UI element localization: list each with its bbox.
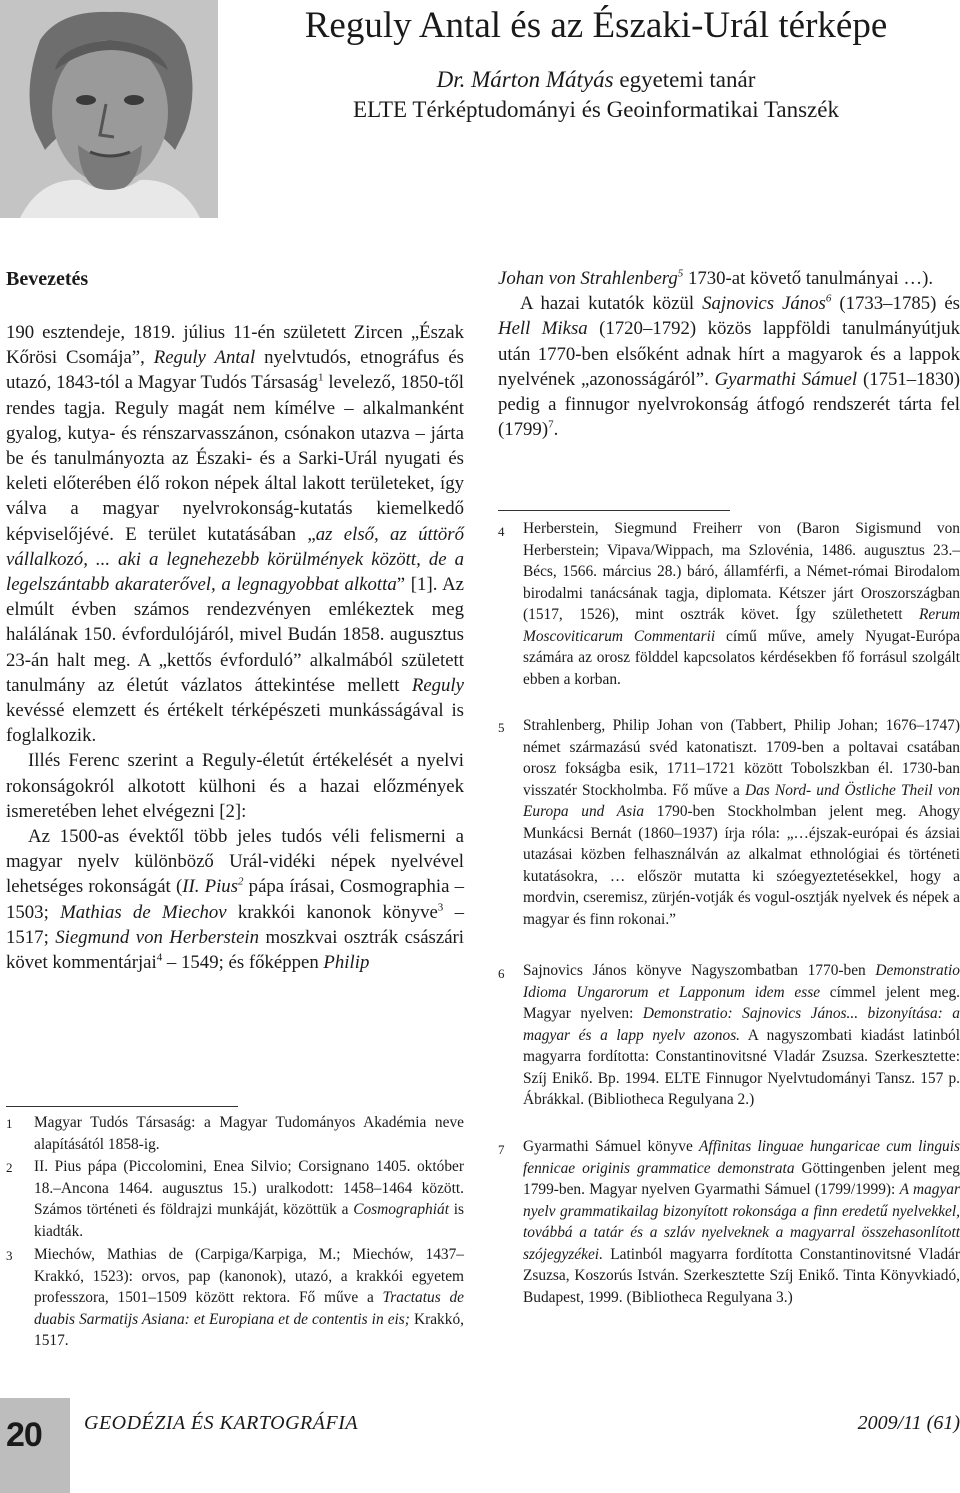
left-paragraph-2: Illés Ferenc szerint a Reguly-életút értékelését a nyelvi rokonságokról alkotott külhoni és a hazai előzmények ismeretében lehet elvégezni [2]: (6, 750, 464, 822)
text-run-italic: Philip (323, 952, 370, 974)
issue-number: 2009/11 (61) (857, 1412, 960, 1434)
text-run: kevéssé elemzett és értékelt térképészeti munkásságával is foglalkozik. (6, 700, 464, 747)
page-number-box (0, 1398, 70, 1493)
author-line (236, 66, 956, 94)
text-run: címmel jelent meg. Magyar nyelven: (523, 983, 960, 1022)
text-run: II. Pius pápa (Piccolomini, Enea Silvio; Corsignano 1405. október 18.–Ancona 1464. augusztus 15.) uralkodott: 1458–1464 között. Számos történeti és földrajzi munkáját, közöttük a (34, 1158, 464, 1218)
text-run-italic: Cosmographiát (353, 1201, 449, 1218)
footnote-number-7: 7 (498, 1142, 505, 1157)
author-role: egyetemi tanár (613, 67, 756, 92)
right-paragraph-1 (498, 266, 960, 291)
text-run-italic: II. Pius (182, 876, 238, 898)
text-run-italic: A magyar nyelv grammatikailag bizonyított rokonsága a finn eredetű nyelvekkel, továbbá a tatár és a szláv nyelveknek a magyarral összehasonlított szójegyzékei. (523, 1181, 960, 1263)
right-column (498, 266, 960, 442)
author-portrait-photo (0, 0, 218, 218)
text-run: 1790-ben Stockholmban jelent meg. Ahogy Munkácsi Bernát (1860–1937) írja róla: „…éjszak-európai és ázsiai utazásai közben felhasználván az alkalmat ethnológiai és történeti kutatásokra, … először mutatta ki szóegyeztetésekkel, hogy a mordvin, cseremisz, zürjén-votják és vogul-osztják nyelvek és népek a magyar és finn rokonai.” (523, 803, 960, 928)
text-run: moszkvai osztrák császári követ kommentárjai (6, 926, 465, 974)
text-run: levelező, 1850-től rendes tagja. Reguly magát nem kímélve – alkalmanként gyalog, kutya- és rénszarvasszánon, csónakon utazva – járta be és tanulmányozta az Északi- és a Sarki-Urál nyugati és keleti előterében élő rokon népek által lakott területeket, így válva a magyar nyelvrokonság-kutatás kiemelkedő képviselőjévé. E terület kutatásában „ (6, 372, 464, 545)
footnote-2 (34, 1156, 464, 1242)
footnote-3 (34, 1244, 464, 1352)
text-run: – 1517; (6, 901, 464, 948)
footnote-ref-5: 5 (677, 267, 684, 280)
text-run: Herberstein, Siegmund Freiherr von (Baron Sigismund von Herberstein; Vipava/Wippach, ma Szlovénia, 1486. augusztus 23.–Bécs, 1566. március 28.) báró, államférfi, a Német-római Birodalom birodalmi tanácsának tagja, diplomata. Kétszer járt Oroszországban (1517, 1526), mint osztrák követ. Így születhetett (523, 520, 960, 623)
footnote-ref-4: 4 (156, 951, 163, 964)
footnote-ref-7: 7 (548, 418, 554, 431)
footnote-ref-6: 6 (825, 292, 832, 305)
left-paragraph-3 (6, 824, 464, 975)
text-run-italic: Siegmund von Herberstein (55, 926, 260, 948)
text-run: ” [1]. Az elmúlt évben számos rendezvényen emlékeztek meg halálának 150. évfordulójáról, mivel Budán 1858. augusztus 23-án halt meg. A „kettős évforduló” alkalmából született tanulmány az életút vázlatos áttekintése mellett (6, 574, 465, 696)
text-run-italic: Mathias de Miechov (60, 901, 227, 923)
right-paragraph-2 (498, 291, 960, 442)
footnote-number-5: 5 (498, 720, 505, 735)
text-run-italic: Demonstratio Idioma Ungarorum et Lapponum idem esse (523, 962, 960, 1001)
footnote-4 (523, 518, 960, 690)
text-run: (1751–1830) pedig a finnugor nyelvrokonság átfogó rendszerét tárta fel (1799) (498, 368, 960, 441)
author-department: ELTE Térképtudományi és Geoinformatikai Tanszék (353, 97, 839, 122)
text-run: A nagyszombati kiadást latinból magyarra fordította: Constantinovitsné Vladár Zsuzsa. Szerkesztette: Szíj Enikő. Bp. 1994. ELTE Finnugor Nyelvtudományi Tansz. 157 p. Ábrákkal. (Bibliotheca Regulyana 2.) (523, 1026, 960, 1108)
text-run: 190 esztendeje, 1819. július 11-én született Zircen „Észak Kőrösi Csomája”, (6, 322, 464, 369)
text-run: – 1549; és főképpen (162, 952, 324, 974)
text-run: Göttingenben jelent meg 1799-ben. Magyar nyelven Gyarmathi Sámuel (1799/1999): (523, 1159, 960, 1198)
text-run: Az 1500-as évektől több jeles tudós véli felismerni a magyar nyelv különböző Urál-vidéki népek nyelvével lehetséges rokonságát ( (6, 826, 464, 898)
left-paragraph-1 (6, 320, 464, 748)
text-run-italic: Gyarmathi Sámuel (714, 368, 858, 390)
text-run-italic: Tractatus de duabis Sarmatijs Asiana: et Europiana et de contentis in eis; (34, 1289, 464, 1328)
text-run-italic: Reguly (411, 674, 464, 696)
footnote-5 (523, 715, 960, 930)
text-run-italic: Demonstratio: Sajnovics János... bizonyítása: a magyar és a lapp nyelv azonos. (523, 1005, 960, 1044)
section-heading: Bevezetés (6, 268, 89, 290)
journal-name: GEODÉZIA ÉS KARTOGRÁFIA (84, 1412, 359, 1434)
text-run: pápa írásai, Cosmographia – 1503; (6, 876, 464, 923)
footnote-number-6: 6 (498, 966, 505, 981)
footnote-6 (523, 960, 960, 1111)
footnote-number-1: 1 (6, 1116, 13, 1131)
text-run-italic: Sajnovics János (702, 293, 826, 315)
text-run: (1733–1785) és (831, 293, 960, 315)
text-run: krakkói kanonok könyve (226, 901, 438, 923)
text-run: . (553, 419, 559, 441)
author-name: Dr. Márton Mátyás (436, 67, 614, 92)
text-run: Gyarmathi Sámuel könyve (523, 1138, 700, 1155)
text-run: (1720–1792) közös lappföldi tanulmányútjuk után 1770-ben elsőként adnak hírt a magyarok és a lappok nyelvének „azonosságáról”. (498, 318, 960, 390)
text-run-italic: Affinitas linguae hungaricae cum linguis fennicae originis grammatice demonstrata (523, 1138, 960, 1177)
text-run: Miechów, Mathias de (Carpiga/Karpiga, M.; Miechów, 1437–Krakkó, 1523): orvos, pap (kanonok), utazó, a krakkói egyetem professzora, 1501–1509 között rektora. Fő műve a (34, 1246, 464, 1306)
footnote-rule-right (498, 510, 730, 511)
footnote-number-4: 4 (498, 524, 505, 539)
page-number: 20 (6, 1416, 42, 1454)
text-run: Sajnovics János könyve Nagyszombatban 1770-ben (523, 962, 876, 979)
footnote-1: Magyar Tudós Társaság: a Magyar Tudományos Akadémia neve alapításától 1858-ig. (34, 1114, 464, 1153)
text-run: 1730-at követő tanulmányai …). (683, 268, 934, 289)
text-run: című műve, amely Nyugat-Európa számára az orosz földdel kapcsolatos kérdésekben fő forrásul szolgált ebben a korban. (523, 627, 960, 688)
text-run: Strahlenberg, Philip Johan von (Tabbert, Philip Johan; 1676–1747) német származású svéd katonatiszt. 1709-ben a poltavai csatában orosz fokságba esik, 1711–1721 között Tobolszkban él. 1730-ban visszatér Stockholmba. Fő műve a (523, 717, 960, 799)
text-run-italic: Das Nord- und Östliche Theil von Europa und Asia (523, 781, 960, 820)
text-run: Latinból magyarra fordította Constantinovitsné Vladár Zsuzsa, Koszorús István. Szerkesztette Szíj Enikő. Tinta Könyvkiadó, Budapest, 1999. (Bibliotheca Regulyana 3.) (523, 1245, 960, 1306)
footnote-ref-3: 3 (437, 901, 444, 914)
article-title: Reguly Antal és az Északi-Urál térképe (304, 5, 888, 46)
footnote-ref-2: 2 (238, 876, 244, 889)
text-run: is kiadták. (34, 1201, 464, 1240)
text-run: nyelvtudós, etnográfus és utazó, 1843-tól a Magyar Tudós Társaság (6, 347, 464, 394)
footnote-7 (523, 1136, 960, 1308)
text-run-italic: Johan von Strahlenberg (498, 268, 678, 289)
text-run: A hazai kutatók közül (520, 293, 703, 315)
footnote-number-3: 3 (6, 1248, 13, 1263)
footnote-number-2: 2 (6, 1160, 13, 1175)
text-run-italic: Reguly Antal (153, 347, 256, 369)
footnote-ref-1: 1 (318, 372, 324, 385)
text-run-italic: Rerum Moscoviticarum Commentarii (523, 606, 960, 645)
footnote-rule-left (6, 1106, 238, 1107)
quote-italic: az első, az úttörő vállalkozó, ... aki a legnehezebb körülmények között, de a legelszántabb akaraterővel, a legnagyobbat alkotta (6, 523, 465, 596)
left-column (6, 320, 464, 975)
text-run: Krakkó, 1517. (34, 1310, 464, 1349)
text-run-italic: Hell Miksa (498, 318, 588, 340)
portrait-drawing (0, 0, 218, 218)
